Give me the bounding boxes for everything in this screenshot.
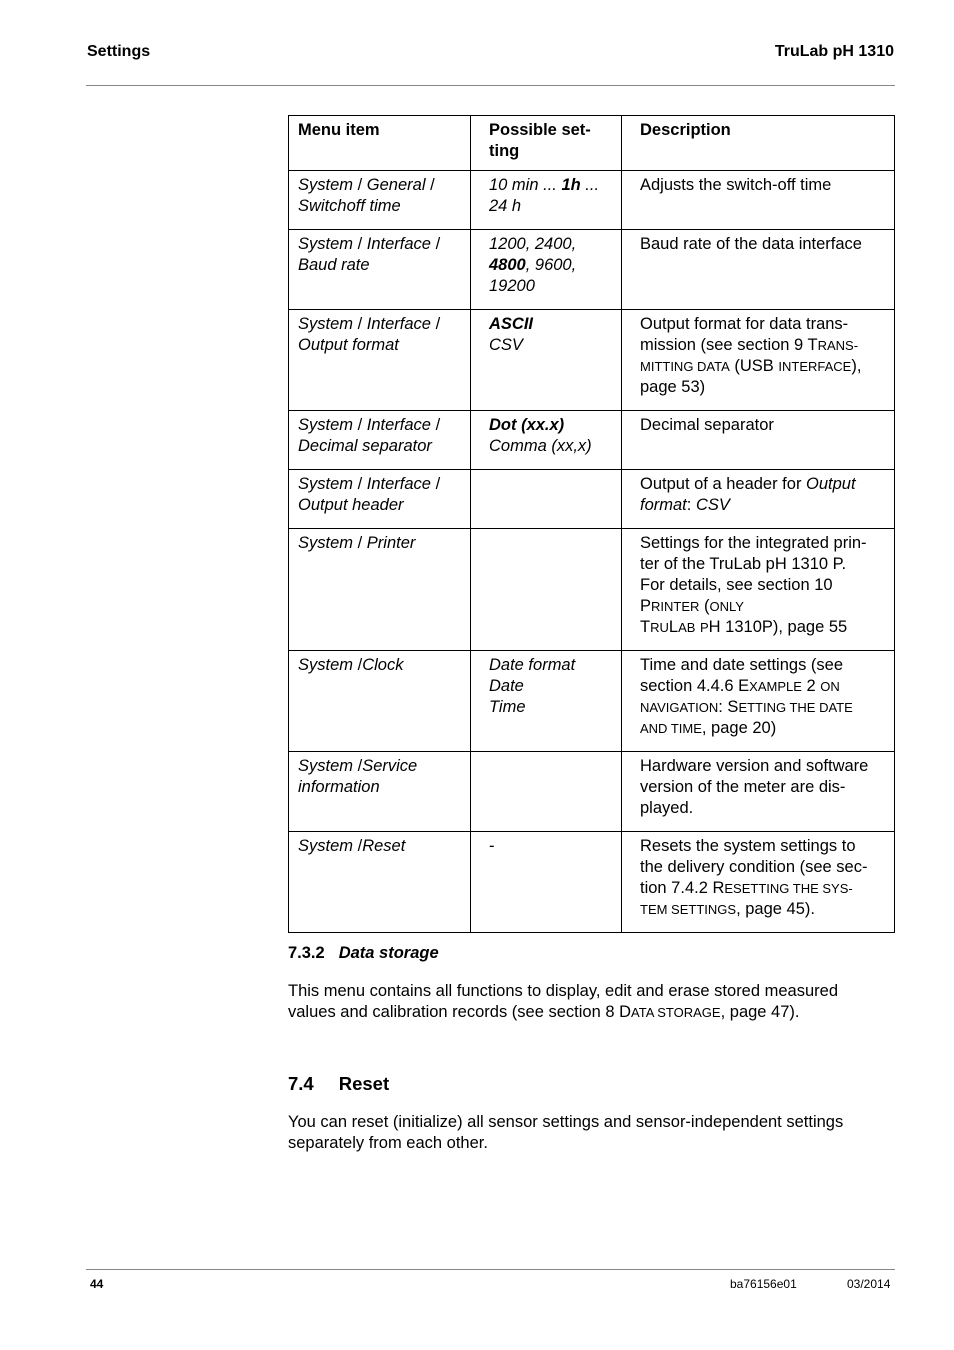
- document-id: ba76156e01: [730, 1277, 797, 1291]
- description-cell: Output format for data trans- mission (see section 9 TRANS- MITTING DATA (USB INTERFACE), page 53): [622, 310, 895, 411]
- description-cell: Adjusts the switch-off time: [622, 171, 895, 230]
- document-date: 03/2014: [847, 1277, 891, 1291]
- description-cell: Baud rate of the data interface: [622, 230, 895, 310]
- table-row: [289, 529, 895, 651]
- section-number: 7.4: [288, 1073, 314, 1094]
- subsection-title: Data storage: [338, 944, 439, 962]
- menu-item-cell: System / Interface / Baud rate: [289, 230, 471, 310]
- table-row: [289, 752, 895, 832]
- table-row: [289, 411, 895, 470]
- reset-paragraph: You can reset (initialize) all sensor settings and sensor-independent settings separately from each other.: [288, 1113, 844, 1152]
- possible-setting-cell: [471, 529, 622, 651]
- possible-setting-cell: Dot (xx.x) Comma (xx,x): [471, 411, 622, 470]
- menu-item-cell: System / Interface / Output header: [289, 470, 471, 529]
- footer-rule: [86, 1269, 895, 1270]
- running-header-product: TruLab pH 1310: [774, 43, 894, 60]
- menu-item-cell: System / Interface / Output format: [289, 310, 471, 411]
- description-cell: Time and date settings (see section 4.4.6 EXAMPLE 2 ON NAVIGATION: SETTING THE DATE AND TIME, page 20): [622, 651, 895, 752]
- section-title: Reset: [338, 1073, 390, 1094]
- page-number: 44: [90, 1277, 104, 1291]
- possible-setting-cell: [471, 752, 622, 832]
- menu-item-cell: System / Printer: [289, 529, 471, 651]
- subsection-number: 7.3.2: [288, 944, 325, 962]
- table-row: [289, 171, 895, 230]
- subsection-heading: [288, 944, 439, 963]
- description-cell: Decimal separator: [622, 411, 895, 470]
- description-cell: Output of a header for Output format: CSV: [622, 470, 895, 529]
- possible-setting-cell: ASCII CSV: [471, 310, 622, 411]
- menu-item-cell: System /Service information: [289, 752, 471, 832]
- column-header-description: Description: [622, 116, 895, 171]
- possible-setting-cell: 1200, 2400, 4800, 9600, 19200: [471, 230, 622, 310]
- table-header-row: [289, 116, 895, 171]
- description-cell: Hardware version and software version of the meter are dis- played.: [622, 752, 895, 832]
- header-rule: [86, 85, 895, 86]
- table-row: [289, 310, 895, 411]
- column-header-possible-setting: Possible set- ting: [471, 116, 622, 171]
- running-header-section: Settings: [87, 43, 151, 60]
- possible-setting-cell: Date format Date Time: [471, 651, 622, 752]
- menu-item-cell: System /Clock: [289, 651, 471, 752]
- description-cell: Settings for the integrated prin- ter of the TruLab pH 1310 P. For details, see section 10 PRINTER (ONLY TRULAB PH 1310P), page 55: [622, 529, 895, 651]
- table-row: [289, 230, 895, 310]
- table-body: [289, 171, 895, 933]
- possible-setting-cell: -: [471, 832, 622, 933]
- section-heading: [288, 1073, 389, 1095]
- menu-item-cell: System / General / Switchoff time: [289, 171, 471, 230]
- description-cell: Resets the system settings to the delivery condition (see sec- tion 7.4.2 RESETTING THE SYS- TEM SETTINGS, page 45).: [622, 832, 895, 933]
- column-header-menu-item: Menu item: [289, 116, 471, 171]
- table-row: [289, 470, 895, 529]
- menu-item-cell: System /Reset: [289, 832, 471, 933]
- possible-setting-cell: [471, 470, 622, 529]
- menu-item-cell: System / Interface / Decimal separator: [289, 411, 471, 470]
- data-storage-paragraph: This menu contains all functions to display, edit and erase stored measured values and calibration records (see section 8 DATA STORAGE, page 47).: [288, 982, 838, 1021]
- table-row: [289, 651, 895, 752]
- settings-table: [288, 115, 895, 933]
- table-row: [289, 832, 895, 933]
- possible-setting-cell: 10 min ... 1h ... 24 h: [471, 171, 622, 230]
